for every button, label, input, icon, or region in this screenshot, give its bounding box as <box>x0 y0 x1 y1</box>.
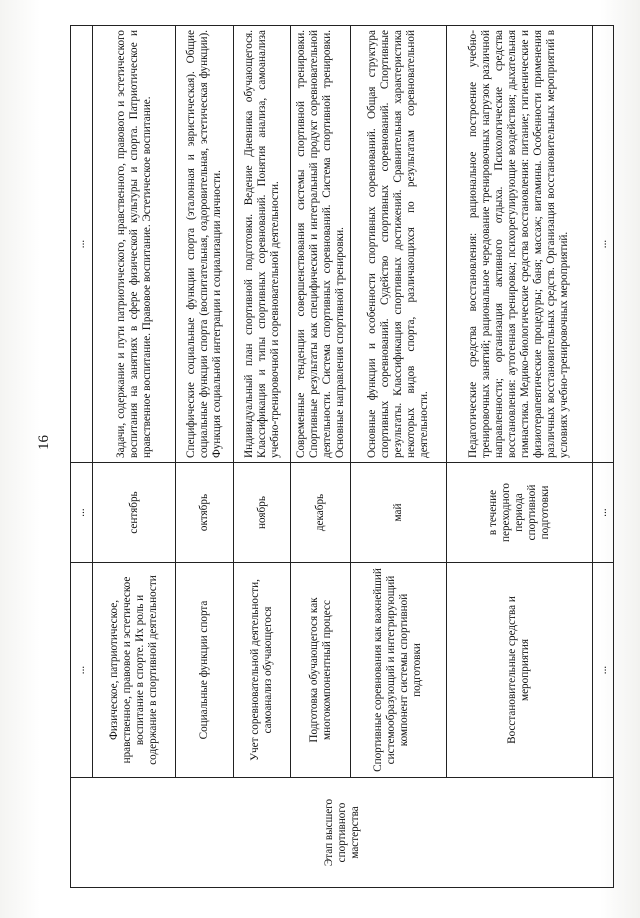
content-cell: Основные функции и особенности спортивных соревнований. Общая структура спортивных соревнований. Судейство спортивных соревнований. Спортивные результаты. Классификация спортивных достижений. Сравнительная характеристика некоторых видов спорта, различающихся по результатам соревновательной деятельности. <box>350 26 446 463</box>
topic-cell: Спортивные соревнования как важнейший системообразующий и интегрирующий компонент системы спортивной подготовки <box>350 563 446 778</box>
content-cell: Специфические социальные функции спорта (эталонная и эвристическая). Общие социальные функции спорта (воспитательная, оздоровительная, эстетическая функции). Функция социальной интеграции и социализации личности. <box>176 26 233 463</box>
table-row <box>92 26 176 888</box>
ellipsis-cell: ... <box>593 463 614 563</box>
table-row <box>233 26 290 888</box>
table-row-continuation <box>593 26 614 888</box>
table-row-continuation <box>71 26 93 888</box>
curriculum-table <box>70 25 614 888</box>
table-row <box>176 26 233 888</box>
month-cell: сентябрь <box>92 463 176 563</box>
table-row <box>291 26 351 888</box>
rotated-table-container <box>70 26 614 888</box>
table-row <box>350 26 446 888</box>
month-cell: в течение переходного периода спортивной подготовки <box>446 463 592 563</box>
topic-cell: Социальные функции спорта <box>176 563 233 778</box>
ellipsis-cell: ... <box>593 26 614 463</box>
ellipsis-cell: ... <box>71 463 93 563</box>
table-row <box>446 26 592 888</box>
page-number: 16 <box>36 435 52 450</box>
content-cell: Педагогические средства восстановления: рациональное построение учебно-тренировочных занятий; рациональное чередование тренировочных нагрузок различной направленности; организация активного отдыха. Психологические средства восстановления: аутогенная тренировка; психорегулирующие воздействия; дыхательная гимнастика. Медико-биологические средства восстановления: питание; гигиенические и физиотерапевтические процедуры; баня; массаж; витамины. Особенности применения различных восстановительных средств. Организация восстановительных мероприятий в условиях учебно-тренировочных мероприятий. <box>446 26 592 463</box>
ellipsis-cell: ... <box>593 563 614 778</box>
content-cell: Современные тенденции совершенствования системы спортивной тренировки. Спортивные результаты как специфический и интегральный продукт соревновательной деятельности. Система спортивных соревнований. Система спортивной тренировки. Основные направления спортивной тренировки. <box>291 26 351 463</box>
month-cell: декабрь <box>291 463 351 563</box>
topic-cell: Физическое, патриотическое, нравственное, правовое и эстетическое воспитание в спорте. Их роль и содержание в спортивной деятельности <box>92 563 176 778</box>
content-cell: Индивидуальный план спортивной подготовки. Ведение Дневника обучающегося. Классификация и типы спортивных соревнований. Понятия анализа, самоанализа учебно-тренировочной и соревновательной деятельности. <box>233 26 290 463</box>
content-cell: Задачи, содержание и пути патриотического, нравственного, правового и эстетического воспитания на занятиях в сфере физической культуры и спорта. Патриотическое и нравственное воспитание. Правовое воспитание. Эстетическое воспитание. <box>92 26 176 463</box>
topic-cell: Подготовка обучающегося как многокомпонентный процесс <box>291 563 351 778</box>
ellipsis-cell: ... <box>71 26 93 463</box>
topic-cell: Учет соревновательной деятельности, самоанализ обучающегося <box>233 563 290 778</box>
month-cell: октябрь <box>176 463 233 563</box>
topic-cell: Восстановительные средства и мероприятия <box>446 563 592 778</box>
ellipsis-cell: ... <box>71 563 93 778</box>
month-cell: ноябрь <box>233 463 290 563</box>
month-cell: май <box>350 463 446 563</box>
stage-cell: Этап высшего спортивного мастерства <box>71 778 614 888</box>
